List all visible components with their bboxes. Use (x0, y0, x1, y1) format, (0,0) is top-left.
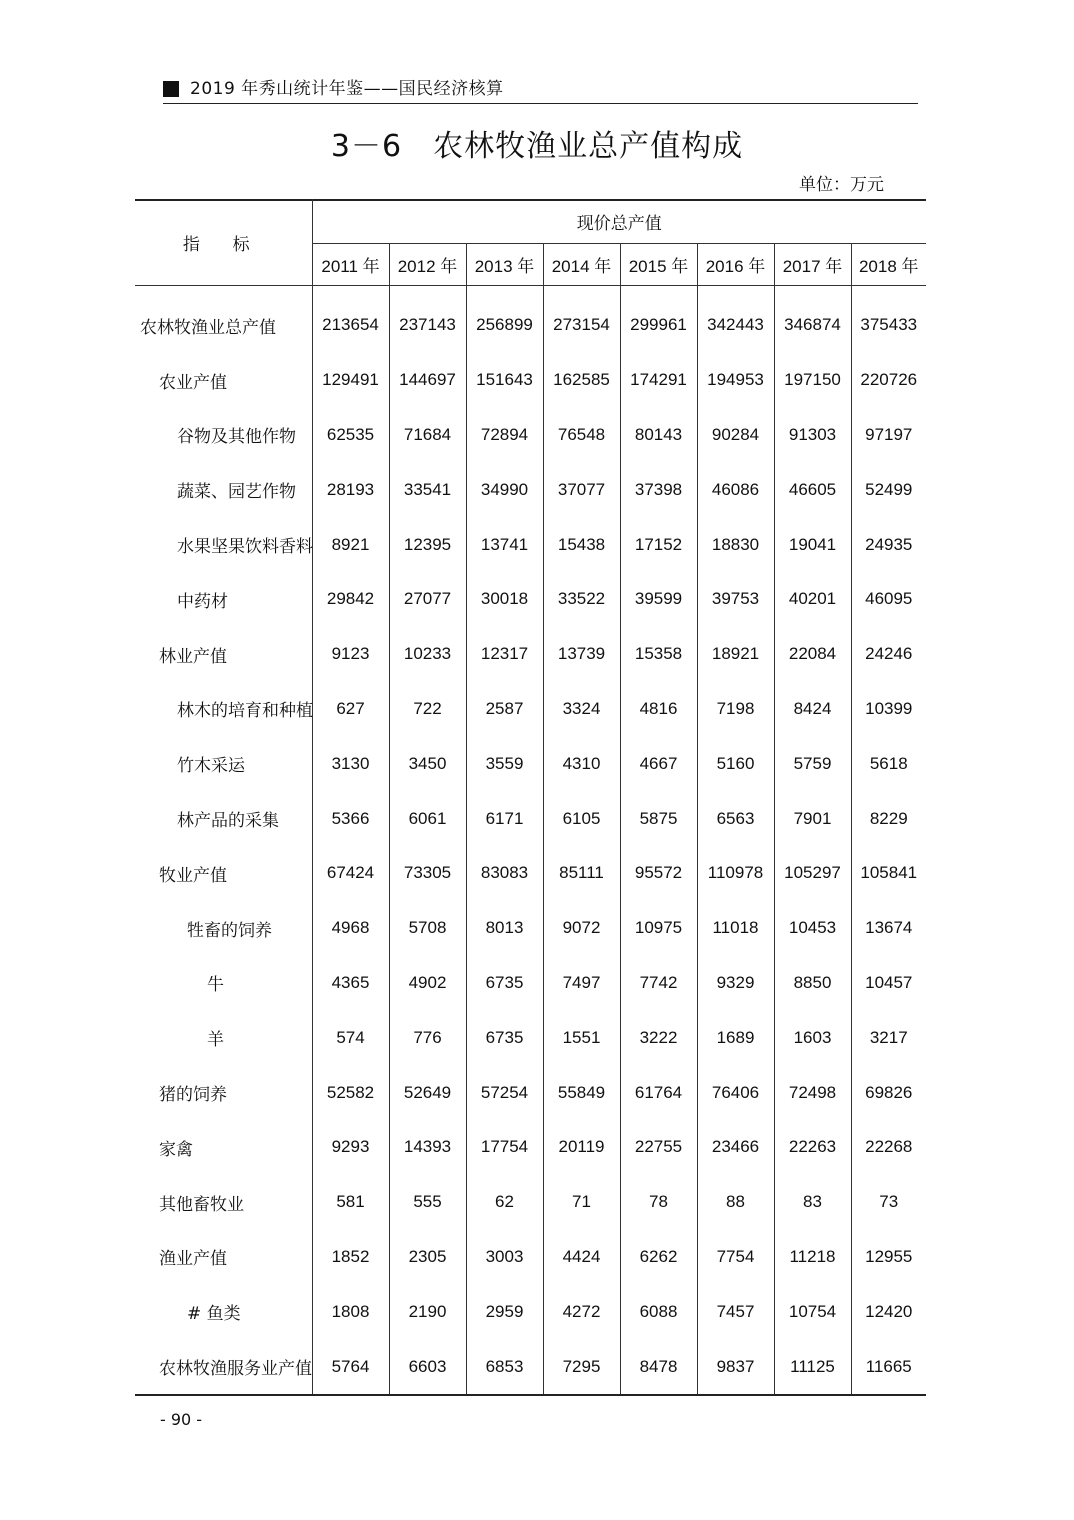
value-cell: 7497 (543, 956, 620, 1011)
value-cell: 4816 (620, 682, 697, 737)
output-value-table (135, 199, 926, 1396)
value-cell: 581 (312, 1175, 389, 1230)
value-cell: 6853 (466, 1339, 543, 1395)
value-cell: 18921 (697, 627, 774, 682)
value-cell: 6061 (389, 791, 466, 846)
row-label: 谷物及其他作物 (135, 408, 312, 463)
value-cell: 72498 (774, 1065, 851, 1120)
row-label: 渔业产值 (135, 1230, 312, 1285)
table-row (135, 1284, 926, 1339)
value-cell: 4272 (543, 1284, 620, 1339)
value-cell: 1808 (312, 1284, 389, 1339)
value-cell: 12395 (389, 517, 466, 572)
value-cell: 55849 (543, 1065, 620, 1120)
table-row (135, 517, 926, 572)
value-cell: 3217 (869, 1027, 908, 1047)
row-label: # 鱼类 (135, 1284, 312, 1339)
row-label: 林业产值 (135, 627, 312, 682)
year-header: 2017 年 (774, 244, 851, 286)
value-cell: 1603 (774, 1010, 851, 1065)
value-cell: 174291 (620, 353, 697, 408)
value-cell: 2190 (389, 1284, 466, 1339)
value-cell: 574 (312, 1010, 389, 1065)
value-cell: 2587 (466, 682, 543, 737)
value-cell: 39599 (620, 572, 697, 627)
value-cell: 22263 (774, 1120, 851, 1175)
row-label: 农林牧渔业总产值 (135, 286, 312, 353)
value-cell: 342443 (697, 286, 774, 353)
value-cell: 1551 (543, 1010, 620, 1065)
value-cell: 27077 (389, 572, 466, 627)
table-row (135, 1230, 926, 1285)
value-cell: 10457 (865, 972, 913, 992)
value-cell: 12955 (865, 1246, 913, 1266)
value-cell: 1852 (312, 1230, 389, 1285)
value-cell: 9123 (312, 627, 389, 682)
value-cell: 7754 (697, 1230, 774, 1285)
value-cell: 776 (389, 1010, 466, 1065)
value-cell: 555 (389, 1175, 466, 1230)
value-cell: 6105 (543, 791, 620, 846)
year-header: 2014 年 (543, 244, 620, 286)
value-cell: 20119 (543, 1120, 620, 1175)
page-number: - 90 - (160, 1410, 203, 1429)
value-cell: 3450 (389, 736, 466, 791)
value-cell: 151643 (466, 353, 543, 408)
unit-label: 单位：万元 (799, 175, 884, 195)
value-cell: 7198 (697, 682, 774, 737)
value-cell: 162585 (543, 353, 620, 408)
value-cell: 722 (389, 682, 466, 737)
table-row (135, 353, 926, 408)
value-cell: 375433 (860, 315, 918, 335)
row-label: 猪的饲养 (135, 1065, 312, 1120)
value-cell: 24246 (865, 644, 913, 664)
current-price-header: 现价总产值 (312, 199, 926, 244)
table-row (135, 846, 926, 901)
value-cell: 37077 (543, 462, 620, 517)
header-square-icon (163, 81, 179, 97)
value-cell: 194953 (697, 353, 774, 408)
value-cell: 144697 (389, 353, 466, 408)
value-cell: 40201 (774, 572, 851, 627)
value-cell: 13741 (466, 517, 543, 572)
value-cell: 5160 (697, 736, 774, 791)
value-cell: 57254 (466, 1065, 543, 1120)
running-header (163, 77, 918, 104)
value-cell: 11665 (851, 1339, 926, 1395)
value-cell: 52649 (389, 1065, 466, 1120)
value-cell: 76406 (697, 1065, 774, 1120)
value-cell: 7295 (543, 1339, 620, 1395)
table-row (135, 901, 926, 956)
value-cell: 2305 (389, 1230, 466, 1285)
value-cell: 10233 (389, 627, 466, 682)
row-label: 家禽 (135, 1120, 312, 1175)
year-header: 2018 年 (851, 244, 926, 286)
table-body (135, 286, 926, 1395)
year-header: 2011 年 (312, 244, 389, 286)
value-cell: 46605 (774, 462, 851, 517)
value-cell: 11125 (774, 1339, 851, 1395)
value-cell: 15438 (543, 517, 620, 572)
value-cell: 24935 (865, 534, 913, 554)
value-cell: 17754 (466, 1120, 543, 1175)
value-cell: 6088 (620, 1284, 697, 1339)
value-cell: 213654 (312, 286, 389, 353)
indicator-header: 指 标 (135, 199, 312, 286)
table-row (135, 682, 926, 737)
value-cell: 5366 (312, 791, 389, 846)
row-label: 农林牧渔服务业产值 (135, 1339, 312, 1395)
value-cell: 88 (697, 1175, 774, 1230)
table-title: 3－6 农林牧渔业总产值构成 (330, 129, 744, 164)
value-cell: 73305 (389, 846, 466, 901)
value-cell: 8229 (869, 808, 908, 828)
value-cell: 95572 (620, 846, 697, 901)
value-cell: 10975 (620, 901, 697, 956)
value-cell: 105297 (774, 846, 851, 901)
value-cell: 7742 (620, 956, 697, 1011)
value-cell: 5759 (774, 736, 851, 791)
table-row (135, 956, 926, 1011)
value-cell: 8013 (466, 901, 543, 956)
header-row-1 (135, 199, 926, 244)
value-cell: 256899 (466, 286, 543, 353)
value-cell: 71 (543, 1175, 620, 1230)
year-header: 2013 年 (466, 244, 543, 286)
table-row (135, 1065, 926, 1120)
value-cell: 13674 (865, 918, 913, 938)
value-cell: 29842 (312, 572, 389, 627)
value-cell: 39753 (697, 572, 774, 627)
table-row (135, 572, 926, 627)
value-cell: 62535 (312, 408, 389, 463)
value-cell: 4667 (620, 736, 697, 791)
value-cell: 7457 (697, 1284, 774, 1339)
value-cell: 34990 (466, 462, 543, 517)
value-cell: 80143 (620, 408, 697, 463)
row-label: 林木的培育和种植 (135, 682, 312, 737)
value-cell: 46086 (697, 462, 774, 517)
value-cell: 67424 (312, 846, 389, 901)
value-cell: 6603 (389, 1339, 466, 1395)
year-header: 2012 年 (389, 244, 466, 286)
row-label: 牛 (135, 956, 312, 1011)
value-cell: 4968 (312, 901, 389, 956)
header-title: 2019 年秀山统计年鉴——国民经济核算 (190, 79, 504, 99)
value-cell: 237143 (389, 286, 466, 353)
year-header: 2016 年 (697, 244, 774, 286)
value-cell: 10399 (865, 698, 913, 718)
row-label: 竹木采运 (135, 736, 312, 791)
table-row (135, 1010, 926, 1065)
value-cell: 12317 (466, 627, 543, 682)
table-row (135, 627, 926, 682)
value-cell: 18830 (697, 517, 774, 572)
value-cell: 52499 (865, 479, 913, 499)
value-cell: 110978 (697, 846, 774, 901)
value-cell: 22084 (774, 627, 851, 682)
value-cell: 85111 (543, 846, 620, 901)
value-cell: 3130 (312, 736, 389, 791)
value-cell: 17152 (620, 517, 697, 572)
row-label: 牲畜的饲养 (135, 901, 312, 956)
row-label: 林产品的采集 (135, 791, 312, 846)
table-row (135, 408, 926, 463)
value-cell: 6171 (466, 791, 543, 846)
value-cell: 71684 (389, 408, 466, 463)
value-cell: 8850 (774, 956, 851, 1011)
value-cell: 9837 (697, 1339, 774, 1395)
row-label: 蔬菜、园艺作物 (135, 462, 312, 517)
row-label: 其他畜牧业 (135, 1175, 312, 1230)
value-cell: 52582 (312, 1065, 389, 1120)
value-cell: 4365 (312, 956, 389, 1011)
value-cell: 28193 (312, 462, 389, 517)
value-cell: 299961 (620, 286, 697, 353)
value-cell: 91303 (774, 408, 851, 463)
value-cell: 5708 (389, 901, 466, 956)
value-cell: 7901 (774, 791, 851, 846)
value-cell: 129491 (312, 353, 389, 408)
value-cell: 83 (774, 1175, 851, 1230)
value-cell: 8921 (312, 517, 389, 572)
value-cell: 83083 (466, 846, 543, 901)
value-cell: 30018 (466, 572, 543, 627)
value-cell: 37398 (620, 462, 697, 517)
value-cell: 5618 (869, 753, 908, 773)
value-cell: 13739 (543, 627, 620, 682)
value-cell: 33541 (389, 462, 466, 517)
value-cell: 12420 (865, 1301, 913, 1321)
value-cell: 105841 (860, 863, 918, 883)
value-cell: 23466 (697, 1120, 774, 1175)
value-cell: 4424 (543, 1230, 620, 1285)
value-cell: 273154 (543, 286, 620, 353)
value-cell: 9293 (312, 1120, 389, 1175)
value-cell: 62 (466, 1175, 543, 1230)
value-cell: 2959 (466, 1284, 543, 1339)
value-cell: 22268 (865, 1137, 913, 1157)
value-cell: 8424 (774, 682, 851, 737)
value-cell: 5875 (620, 791, 697, 846)
table-row (135, 736, 926, 791)
value-cell: 78 (620, 1175, 697, 1230)
value-cell: 90284 (697, 408, 774, 463)
value-cell: 4902 (389, 956, 466, 1011)
row-label: 农业产值 (135, 353, 312, 408)
value-cell: 22755 (620, 1120, 697, 1175)
value-cell: 220726 (860, 370, 918, 390)
value-cell: 3003 (466, 1230, 543, 1285)
value-cell: 76548 (543, 408, 620, 463)
value-cell: 10453 (774, 901, 851, 956)
value-cell: 69826 (865, 1082, 913, 1102)
value-cell: 10754 (774, 1284, 851, 1339)
value-cell: 1689 (697, 1010, 774, 1065)
value-cell: 5764 (312, 1339, 389, 1395)
value-cell: 97197 (865, 424, 913, 444)
value-cell: 6563 (697, 791, 774, 846)
value-cell: 33522 (543, 572, 620, 627)
table-row (135, 286, 926, 353)
row-label: 牧业产值 (135, 846, 312, 901)
year-header: 2015 年 (620, 244, 697, 286)
value-cell: 8478 (620, 1339, 697, 1395)
value-cell: 15358 (620, 627, 697, 682)
value-cell: 9329 (697, 956, 774, 1011)
value-cell: 3559 (466, 736, 543, 791)
value-cell: 61764 (620, 1065, 697, 1120)
value-cell: 197150 (774, 353, 851, 408)
row-label: 羊 (135, 1010, 312, 1065)
table-row (135, 1339, 926, 1395)
value-cell: 4310 (543, 736, 620, 791)
row-label: 水果坚果饮料香料 (135, 517, 312, 572)
value-cell: 46095 (865, 589, 913, 609)
value-cell: 6735 (466, 956, 543, 1011)
value-cell: 3222 (620, 1010, 697, 1065)
value-cell: 19041 (774, 517, 851, 572)
value-cell: 6735 (466, 1010, 543, 1065)
value-cell: 72894 (466, 408, 543, 463)
value-cell: 6262 (620, 1230, 697, 1285)
value-cell: 11218 (774, 1230, 851, 1285)
value-cell: 9072 (543, 901, 620, 956)
value-cell: 3324 (543, 682, 620, 737)
value-cell: 73 (879, 1192, 899, 1212)
table-row (135, 791, 926, 846)
value-cell: 11018 (697, 901, 774, 956)
value-cell: 346874 (774, 286, 851, 353)
table-row (135, 1120, 926, 1175)
table-row (135, 462, 926, 517)
value-cell: 627 (312, 682, 389, 737)
table-row (135, 1175, 926, 1230)
row-label: 中药材 (135, 572, 312, 627)
value-cell: 14393 (389, 1120, 466, 1175)
